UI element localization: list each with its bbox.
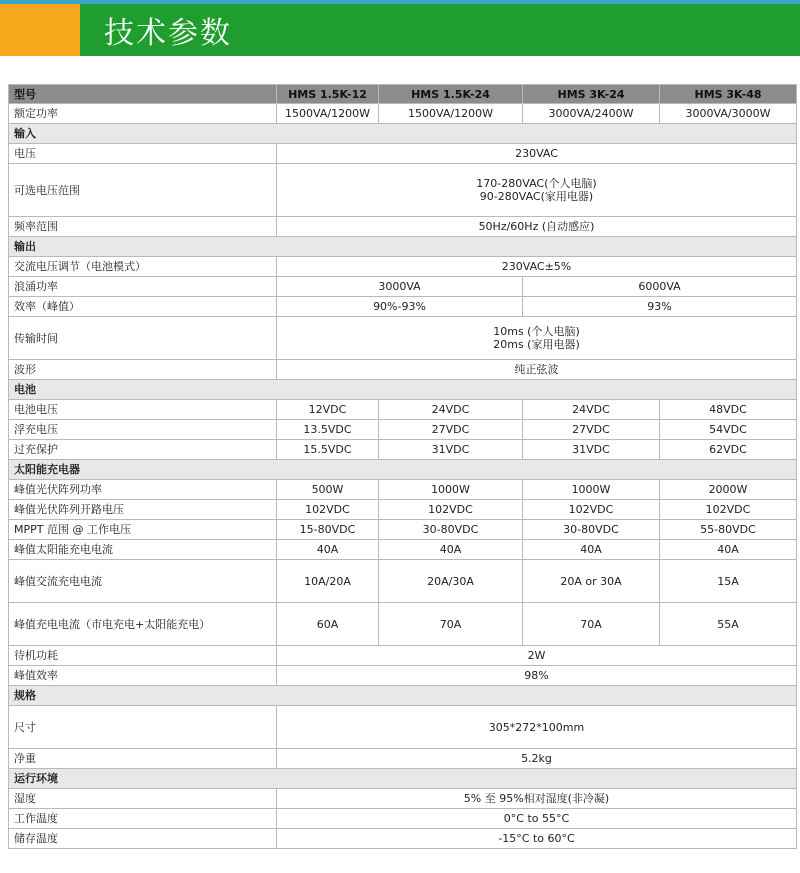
table-row [9,297,797,317]
row-label: 尺寸 [9,706,277,749]
cell: 102VDC [379,500,523,520]
table-row [9,440,797,460]
cell: 230VAC±5% [277,257,797,277]
cell: 15.5VDC [277,440,379,460]
row-label: 额定功率 [9,104,277,124]
cell: 40A [277,540,379,560]
section-title: 规格 [9,686,797,706]
table-row [9,104,797,124]
cell: 62VDC [660,440,797,460]
table-row [9,277,797,297]
cell [277,317,797,360]
row-label: 波形 [9,360,277,380]
banner-orange-block [0,4,80,56]
table-row [9,646,797,666]
row-label: 传输时间 [9,317,277,360]
row-label: 净重 [9,749,277,769]
banner-green-bar [80,4,800,56]
row-label: 浪涌功率 [9,277,277,297]
cell: 40A [523,540,660,560]
cell-line: 20ms (家用电器) [493,338,580,351]
table-row [9,749,797,769]
cell: -15°C to 60°C [277,829,797,849]
cell: 2000W [660,480,797,500]
model-2: HMS 1.5K-24 [379,85,523,104]
table-row [9,706,797,749]
row-label: 可选电压范围 [9,164,277,217]
table-row [9,164,797,217]
table-row [9,520,797,540]
table-row [9,217,797,237]
section-header-input [9,124,797,144]
cell: 1000W [523,480,660,500]
cell: 3000VA [277,277,523,297]
model-4: HMS 3K-48 [660,85,797,104]
title-banner [0,4,800,56]
row-label: 工作温度 [9,809,277,829]
cell: 1000W [379,480,523,500]
row-label: 电压 [9,144,277,164]
cell: 70A [523,603,660,646]
row-label: MPPT 范围 @ 工作电压 [9,520,277,540]
cell: 55A [660,603,797,646]
cell: 10A/20A [277,560,379,603]
cell-line: 10ms (个人电脑) [493,325,580,338]
row-label: 峰值充电电流（市电充电+太阳能充电） [9,603,277,646]
table-row [9,666,797,686]
cell: 31VDC [523,440,660,460]
cell: 纯正弦波 [277,360,797,380]
cell: 1500VA/1200W [277,104,379,124]
table-row [9,809,797,829]
cell: 24VDC [523,400,660,420]
cell: 40A [660,540,797,560]
section-header-environment [9,769,797,789]
table-row [9,257,797,277]
section-title: 运行环境 [9,769,797,789]
table-row [9,317,797,360]
cell: 5.2kg [277,749,797,769]
cell: 40A [379,540,523,560]
cell: 102VDC [660,500,797,520]
table-row [9,500,797,520]
cell: 90%-93% [277,297,523,317]
cell: 102VDC [277,500,379,520]
cell: 3000VA/3000W [660,104,797,124]
cell: 98% [277,666,797,686]
cell-line: 90-280VAC(家用电器) [479,190,594,203]
cell: 27VDC [379,420,523,440]
cell: 30-80VDC [379,520,523,540]
cell: 500W [277,480,379,500]
cell: 54VDC [660,420,797,440]
row-label: 浮充电压 [9,420,277,440]
cell: 27VDC [523,420,660,440]
table-row [9,144,797,164]
row-label: 峰值光伏阵列开路电压 [9,500,277,520]
cell: 20A or 30A [523,560,660,603]
row-label: 峰值光伏阵列功率 [9,480,277,500]
table-header-row [9,85,797,104]
section-title: 输出 [9,237,797,257]
row-label: 峰值太阳能充电电流 [9,540,277,560]
cell [277,164,797,217]
section-header-solar [9,460,797,480]
row-label: 交流电压调节（电池模式） [9,257,277,277]
table-row [9,400,797,420]
cell-line: 170-280VAC(个人电脑) [476,177,597,190]
spec-table [8,84,797,849]
cell: 31VDC [379,440,523,460]
row-label: 峰值交流充电电流 [9,560,277,603]
model-1: HMS 1.5K-12 [277,85,379,104]
section-title: 输入 [9,124,797,144]
model-3: HMS 3K-24 [523,85,660,104]
row-label: 湿度 [9,789,277,809]
cell: 60A [277,603,379,646]
row-label: 过充保护 [9,440,277,460]
cell: 0°C to 55°C [277,809,797,829]
table-row [9,560,797,603]
cell: 2W [277,646,797,666]
cell: 5% 至 95%相对湿度(非冷凝) [277,789,797,809]
row-label: 待机功耗 [9,646,277,666]
cell: 1500VA/1200W [379,104,523,124]
cell: 305*272*100mm [277,706,797,749]
cell: 230VAC [277,144,797,164]
row-label: 储存温度 [9,829,277,849]
table-row [9,480,797,500]
section-header-output [9,237,797,257]
cell: 48VDC [660,400,797,420]
cell: 24VDC [379,400,523,420]
cell: 6000VA [523,277,797,297]
row-label: 频率范围 [9,217,277,237]
table-row [9,420,797,440]
page-title: 技术参数 [104,16,232,51]
section-title: 太阳能充电器 [9,460,797,480]
section-header-battery [9,380,797,400]
section-header-spec [9,686,797,706]
cell: 15-80VDC [277,520,379,540]
cell: 55-80VDC [660,520,797,540]
cell: 102VDC [523,500,660,520]
cell: 93% [523,297,797,317]
table-row [9,360,797,380]
cell: 13.5VDC [277,420,379,440]
section-title: 电池 [9,380,797,400]
table-row [9,789,797,809]
cell: 12VDC [277,400,379,420]
cell: 3000VA/2400W [523,104,660,124]
cell: 30-80VDC [523,520,660,540]
row-label: 峰值效率 [9,666,277,686]
cell: 70A [379,603,523,646]
row-label: 效率（峰值） [9,297,277,317]
table-row [9,540,797,560]
cell: 15A [660,560,797,603]
table-row [9,829,797,849]
row-label: 电池电压 [9,400,277,420]
table-row [9,603,797,646]
cell: 50Hz/60Hz (自动感应) [277,217,797,237]
model-label: 型号 [9,85,277,104]
cell: 20A/30A [379,560,523,603]
